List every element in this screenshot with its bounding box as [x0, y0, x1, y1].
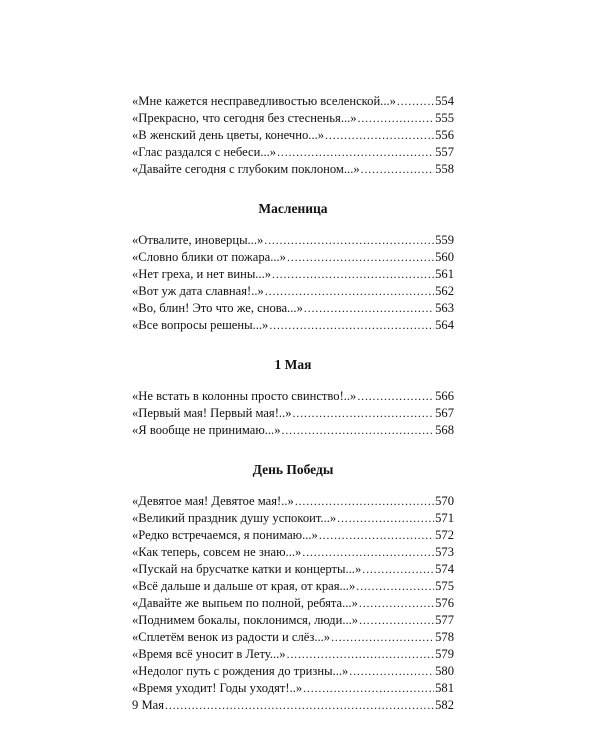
toc-entry	[132, 697, 454, 714]
toc-leader-dots	[287, 249, 434, 266]
toc-leader-dots	[357, 388, 434, 405]
toc-entry-page: 580	[435, 664, 454, 678]
toc-entry-title: «Время уходит! Годы уходят!..»	[132, 681, 303, 695]
toc-entry-title: «Глас раздался с небеси...»	[132, 145, 277, 159]
toc-entry	[132, 629, 454, 646]
toc-entry	[132, 493, 454, 510]
toc-entry	[132, 680, 454, 697]
toc-entry	[132, 527, 454, 544]
toc-entry-page: 563	[435, 301, 454, 315]
toc-entry-title: «Давайте же выпьем по полной, ребята...»	[132, 596, 358, 610]
toc-entry-title: «Нет греха, и нет вины...»	[132, 267, 272, 281]
toc-entry-page: 567	[435, 406, 454, 420]
toc-leader-dots	[319, 527, 434, 544]
toc-section-victory-day	[132, 493, 454, 714]
toc-entry-page: 570	[435, 494, 454, 508]
toc-entry-page: 572	[435, 528, 454, 542]
toc-entry-page: 558	[435, 162, 454, 176]
toc-leader-dots	[303, 680, 434, 697]
toc-section-maslenitsa	[132, 232, 454, 334]
toc-entry-title: «Пускай на брусчатке катки и концерты...»	[132, 562, 362, 576]
toc-entry-page: 557	[435, 145, 454, 159]
toc-leader-dots	[359, 595, 434, 612]
toc-leader-dots	[272, 266, 434, 283]
toc-entry-page: 556	[435, 128, 454, 142]
section-title-may-day: 1 Мая	[274, 357, 312, 372]
toc-entry-page: 573	[435, 545, 454, 559]
toc-leader-dots	[287, 646, 435, 663]
toc-entry-page: 566	[435, 389, 454, 403]
toc-entry-page: 574	[435, 562, 454, 576]
toc-entry	[132, 110, 454, 127]
toc-entry-title: «Поднимем бокалы, поклонимся, люди...»	[132, 613, 359, 627]
toc-leader-dots	[265, 283, 434, 300]
toc-leader-dots	[349, 663, 434, 680]
toc-entry-page: 559	[435, 233, 454, 247]
toc-leader-dots	[277, 144, 434, 161]
section-title-victory-day: День Победы	[252, 462, 334, 477]
toc-leader-dots	[282, 422, 435, 439]
toc-entry	[132, 144, 454, 161]
toc-entry-page: 564	[435, 318, 454, 332]
toc-leader-dots	[295, 493, 434, 510]
toc-entry-page: 555	[435, 111, 454, 125]
toc-leader-dots	[269, 317, 434, 334]
toc-leader-dots	[331, 629, 434, 646]
toc-entry	[132, 232, 454, 249]
toc-entry-page: 576	[435, 596, 454, 610]
toc-leader-dots	[337, 510, 434, 527]
toc-entry-title: «Все вопросы решены...»	[132, 318, 269, 332]
toc-leader-dots	[165, 697, 434, 714]
toc-section-continued	[132, 93, 454, 178]
toc-entry-page: 562	[435, 284, 454, 298]
toc-entry-title: «Как теперь, совсем не знаю...»	[132, 545, 302, 559]
toc-leader-dots	[359, 612, 434, 629]
toc-entry-page: 579	[435, 647, 454, 661]
toc-entry	[132, 561, 454, 578]
toc-leader-dots	[397, 93, 434, 110]
toc-entry	[132, 266, 454, 283]
toc-leader-dots	[361, 161, 434, 178]
toc-entry-title: «Редко встречаемся, я понимаю...»	[132, 528, 318, 542]
toc-entry-page: 571	[435, 511, 454, 525]
toc-entry-page: 560	[435, 250, 454, 264]
toc-entry	[132, 249, 454, 266]
toc-leader-dots	[293, 405, 435, 422]
toc-entry	[132, 612, 454, 629]
toc-entry-title: «Недолог путь с рождения до тризны...»	[132, 664, 349, 678]
toc-entry-title: «Великий праздник душу успокоит...»	[132, 511, 337, 525]
toc-entry-page: 554	[435, 94, 454, 108]
toc-entry-page: 568	[435, 423, 454, 437]
toc-entry	[132, 422, 454, 439]
table-of-contents	[132, 93, 454, 714]
toc-entry	[132, 161, 454, 178]
toc-leader-dots	[325, 127, 434, 144]
toc-leader-dots	[362, 561, 434, 578]
toc-entry	[132, 646, 454, 663]
toc-entry	[132, 510, 454, 527]
toc-entry	[132, 283, 454, 300]
toc-entry-title: «Прекрасно, что сегодня без стесненья...»	[132, 111, 357, 125]
toc-entry-title: «Словно блики от пожара...»	[132, 250, 286, 264]
toc-entry-title: «Сплетём венок из радости и слёз...»	[132, 630, 331, 644]
toc-entry-title: «Время всё уносит в Лету...»	[132, 647, 286, 661]
toc-entry-title: «Во, блин! Это что же, снова...»	[132, 301, 303, 315]
toc-entry-title: «Я вообще не принимаю...»	[132, 423, 281, 437]
toc-entry-title: «Первый мая! Первый мая!..»	[132, 406, 292, 420]
toc-entry-page: 581	[435, 681, 454, 695]
toc-entry-page: 578	[435, 630, 454, 644]
toc-entry-title: «Всё дальше и дальше от края, от края...»	[132, 579, 356, 593]
toc-leader-dots	[358, 110, 435, 127]
toc-entry-page: 577	[435, 613, 454, 627]
toc-entry-page: 582	[435, 698, 454, 712]
toc-entry-page: 561	[435, 267, 454, 281]
toc-entry-title: «Мне кажется несправедливостью вселенской...»	[132, 94, 396, 108]
toc-entry	[132, 544, 454, 561]
toc-entry	[132, 405, 454, 422]
toc-entry-title: «Давайте сегодня с глубоким поклоном...»	[132, 162, 360, 176]
toc-entry	[132, 578, 454, 595]
toc-entry-title: «Не встать в колонны просто свинство!..»	[132, 389, 357, 403]
toc-entry	[132, 127, 454, 144]
toc-leader-dots	[304, 300, 434, 317]
toc-entry-title: 9 Мая	[132, 698, 165, 712]
section-title-maslenitsa: Масленица	[258, 201, 328, 216]
toc-section-may-day	[132, 388, 454, 439]
toc-entry-title: «Девятое мая! Девятое мая!..»	[132, 494, 294, 508]
toc-entry-title: «Отвалите, иноверцы...»	[132, 233, 264, 247]
toc-entry	[132, 595, 454, 612]
toc-entry	[132, 388, 454, 405]
toc-entry-title: «Вот уж дата славная!..»	[132, 284, 264, 298]
toc-entry	[132, 317, 454, 334]
toc-leader-dots	[356, 578, 434, 595]
toc-leader-dots	[302, 544, 434, 561]
toc-entry	[132, 93, 454, 110]
toc-entry-page: 575	[435, 579, 454, 593]
toc-entry	[132, 663, 454, 680]
toc-entry-title: «В женский день цветы, конечно...»	[132, 128, 325, 142]
toc-leader-dots	[264, 232, 434, 249]
toc-entry	[132, 300, 454, 317]
